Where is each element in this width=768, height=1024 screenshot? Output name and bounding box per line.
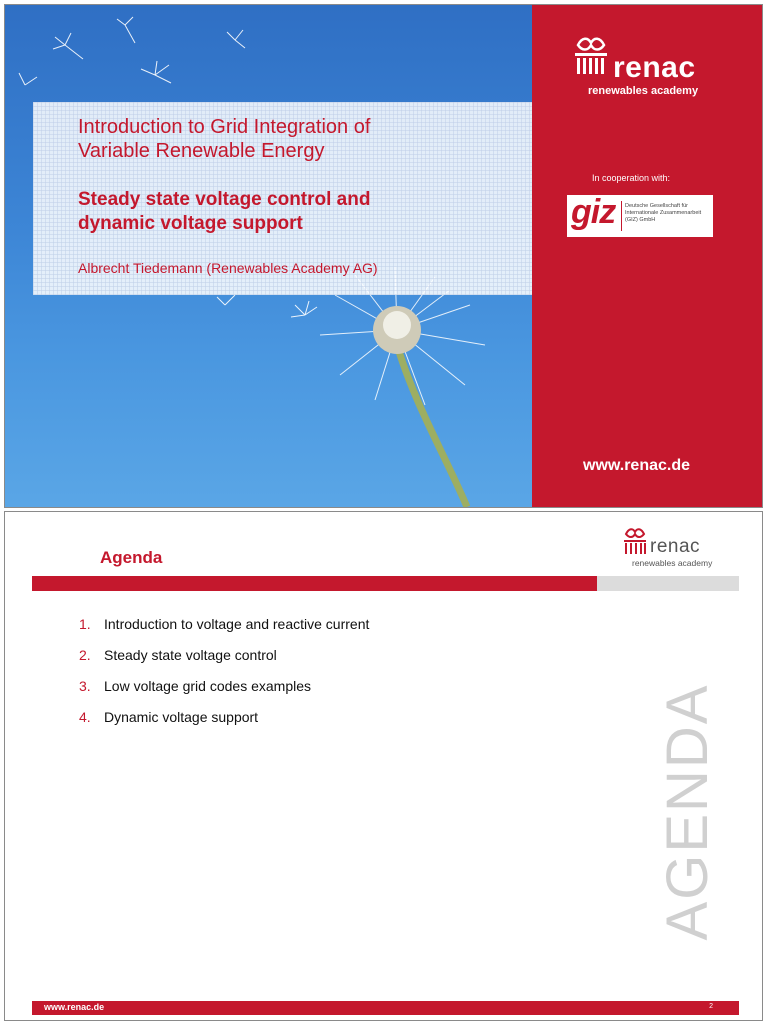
- footer-website-link[interactable]: www.renac.de: [44, 1002, 105, 1012]
- giz-logo: [567, 195, 713, 237]
- item-text: Steady state voltage control: [104, 647, 277, 663]
- footer-bar: [32, 1001, 739, 1015]
- header-red-bar: [32, 576, 597, 591]
- renac-logo-tagline: renewables academy: [632, 558, 713, 568]
- title-line-2: Variable Renewable Energy: [78, 140, 325, 162]
- list-item: [79, 616, 369, 647]
- author-name: Albrecht Tiedemann (Renewables Academy AG): [78, 260, 378, 276]
- dandelion-sky-photo: [5, 5, 532, 507]
- renac-logo-text: renac: [650, 536, 701, 557]
- subtitle-line-1: Steady state voltage control and: [78, 189, 371, 210]
- item-number: 1.: [79, 616, 91, 632]
- giz-full-name: Deutsche Gesellschaft für Internationale Zusammenarbeit (GIZ) GmbH: [625, 203, 702, 223]
- giz-separator: [621, 201, 622, 231]
- renac-columns-icon: [572, 37, 610, 77]
- title-line-1: Introduction to Grid Integration of: [78, 116, 371, 138]
- page-number: 2: [709, 1003, 713, 1010]
- list-item: [79, 709, 369, 740]
- presentation-title: [78, 115, 518, 163]
- title-slide: [4, 4, 763, 508]
- cooperation-label: In cooperation with:: [592, 173, 671, 183]
- item-text: Introduction to voltage and reactive current: [104, 616, 370, 632]
- header-grey-bar: [597, 576, 739, 591]
- item-text: Dynamic voltage support: [104, 709, 259, 725]
- renac-logo-text: renac: [613, 51, 696, 84]
- item-text: Low voltage grid codes examples: [104, 678, 312, 694]
- presentation-subtitle: [78, 188, 518, 236]
- list-item: [79, 678, 369, 709]
- title-box: [33, 102, 532, 295]
- agenda-title: Agenda: [100, 548, 163, 567]
- item-number: 2.: [79, 647, 91, 663]
- item-number: 4.: [79, 709, 91, 725]
- renac-columns-icon: [622, 528, 648, 556]
- agenda-slide: [4, 511, 763, 1021]
- renac-logo-tagline: renewables academy: [588, 85, 699, 97]
- website-link[interactable]: www.renac.de: [583, 457, 690, 474]
- agenda-list: [79, 616, 369, 740]
- list-item: [79, 647, 369, 678]
- subtitle-line-2: dynamic voltage support: [78, 213, 303, 234]
- giz-logo-text: giz: [571, 193, 616, 231]
- item-number: 3.: [79, 678, 91, 694]
- vertical-section-label: AGENDA: [655, 683, 720, 941]
